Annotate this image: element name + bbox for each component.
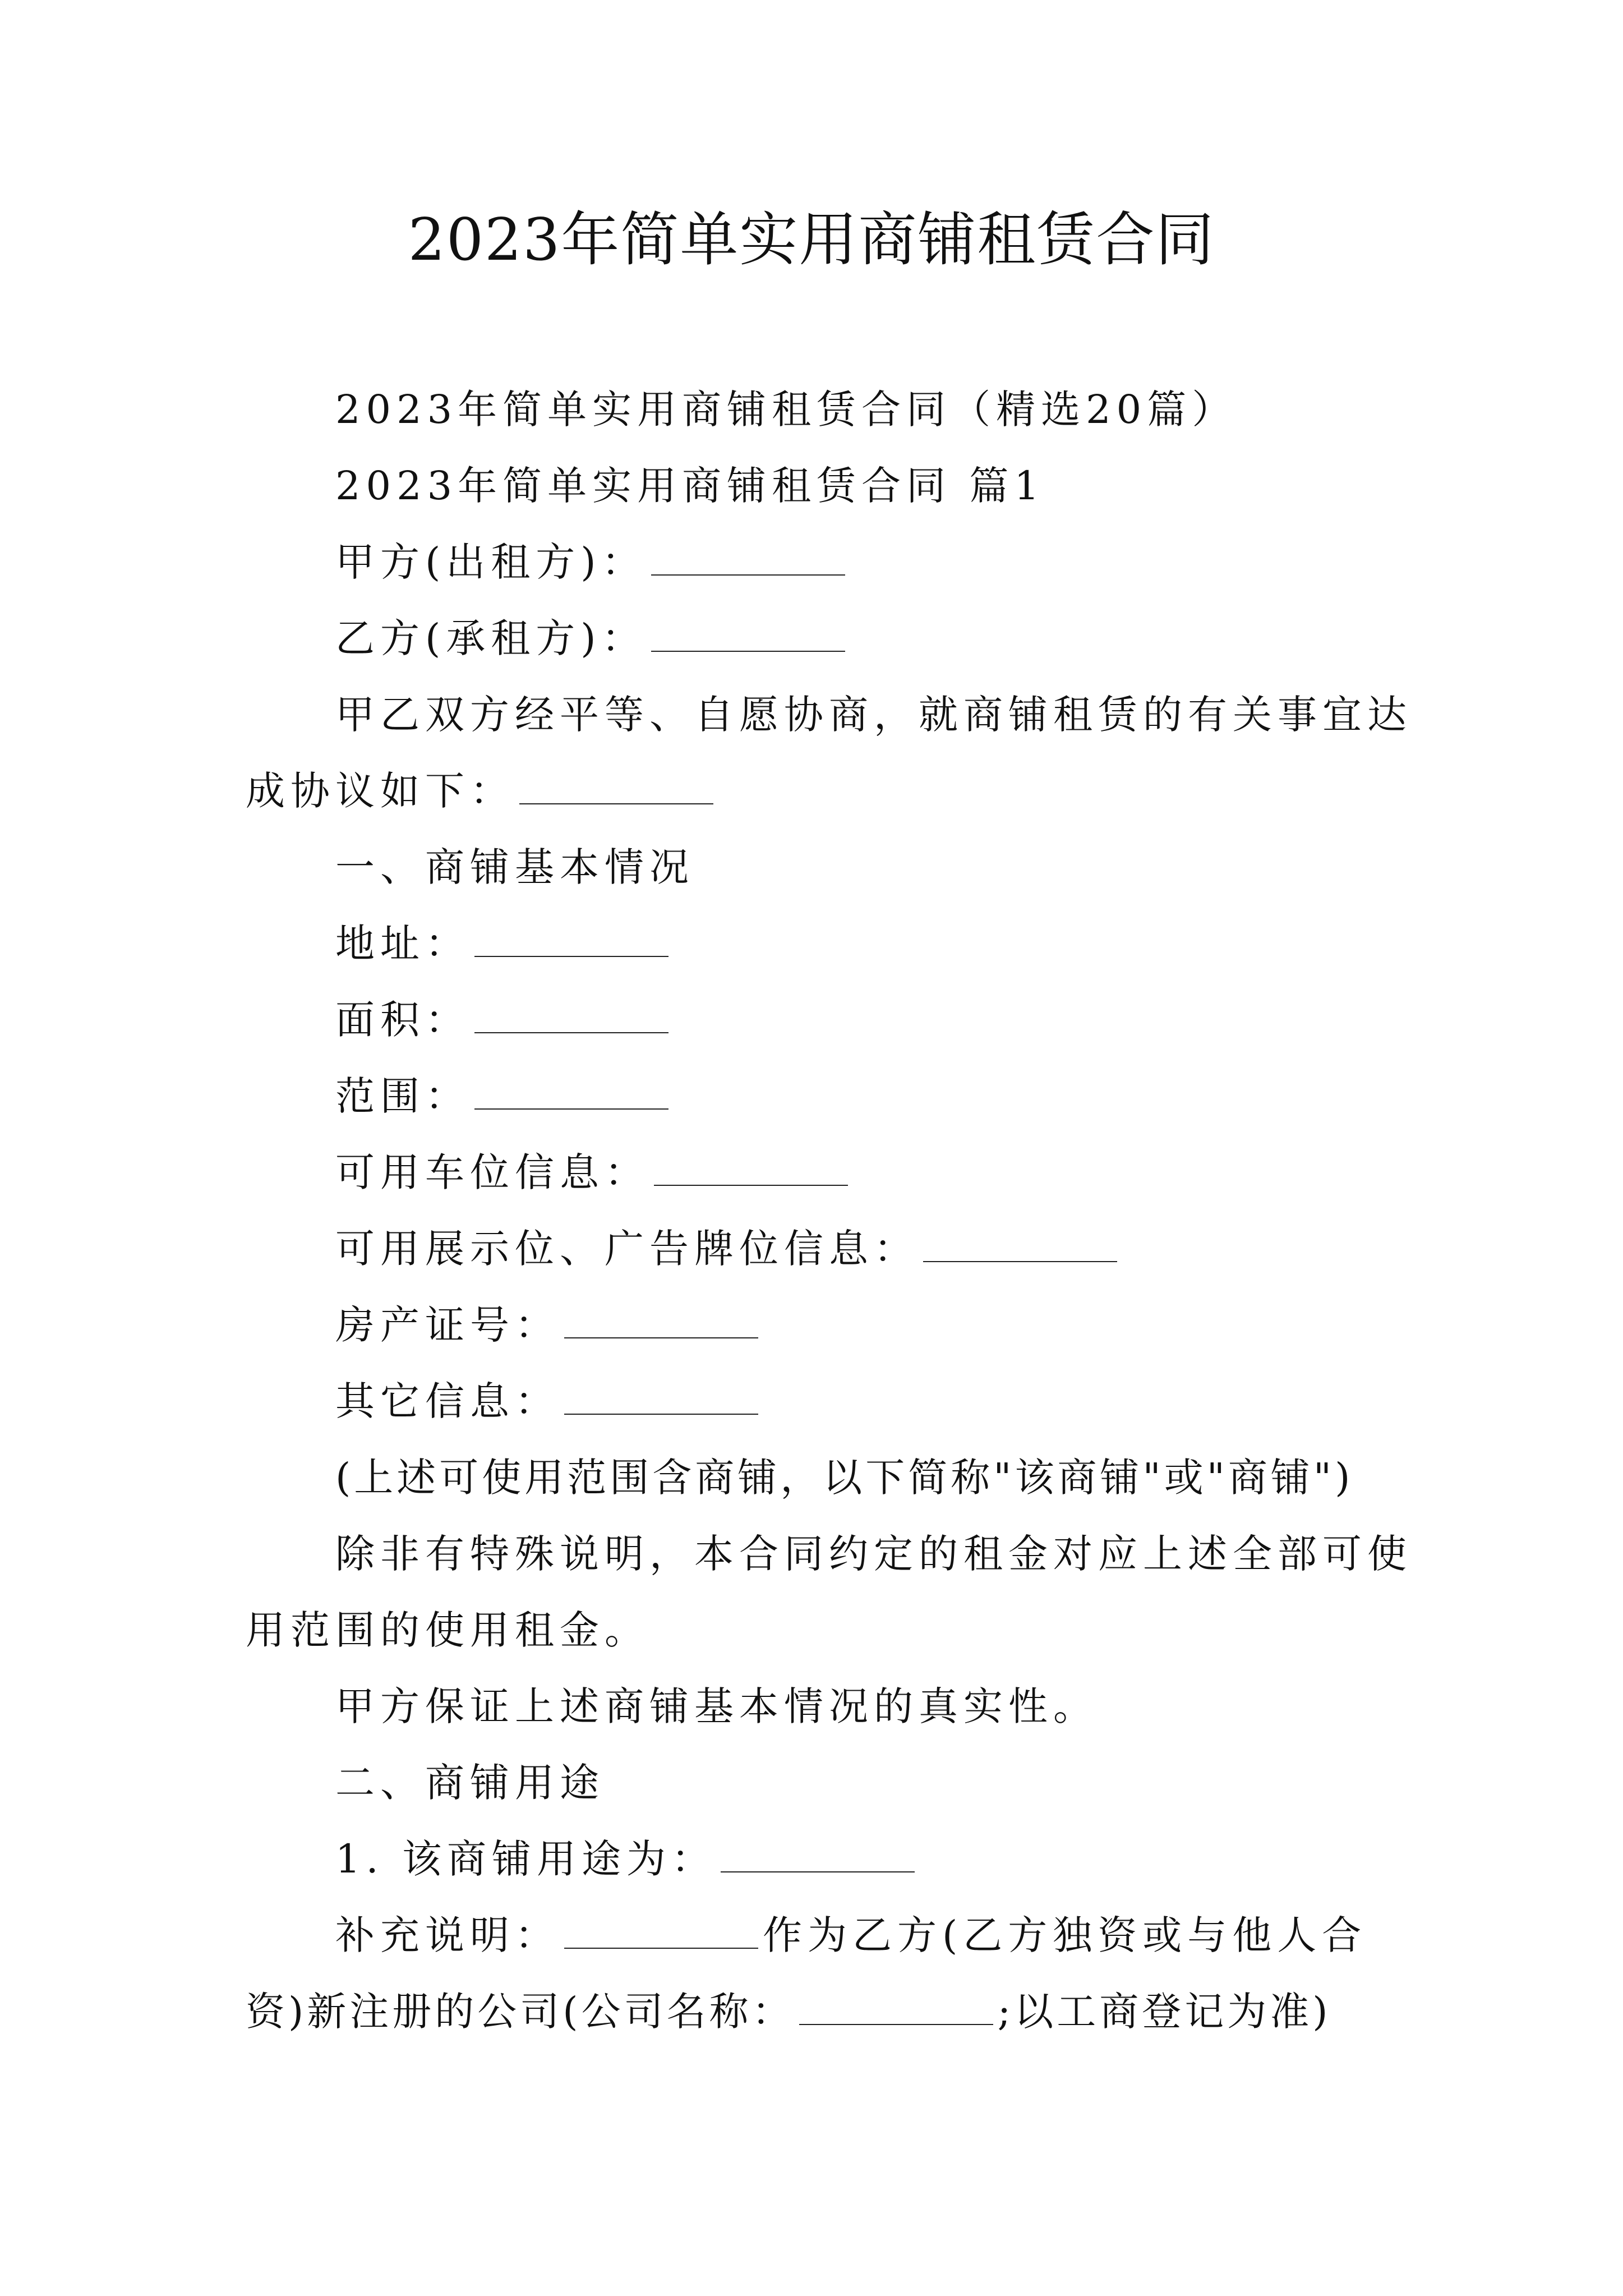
party-b-label: 乙方(承租方)： (335, 615, 647, 661)
area-label: 面积： (335, 997, 470, 1043)
use-line (335, 1831, 919, 1887)
party-b-blank (651, 611, 845, 652)
section-2-heading: 二、商铺用途 (335, 1760, 605, 1806)
intro-line-1: 甲乙双方经平等、自愿协商，就商铺租赁的有关事宜达 (335, 692, 1412, 738)
party-a-label: 甲方(出租方)： (335, 539, 647, 585)
display-line (335, 1221, 1122, 1277)
party-a-blank (651, 535, 845, 576)
parking-line (335, 1144, 852, 1200)
cert-line (335, 1297, 763, 1353)
use-label: 1. 该商铺用途为： (335, 1836, 717, 1882)
guarantee-line: 甲方保证上述商铺基本情况的真实性。 (335, 1683, 1098, 1729)
address-blank (474, 917, 668, 957)
cert-blank (564, 1298, 758, 1338)
rent-line-1: 除非有特殊说明，本合同约定的租金对应上述全部可使 (335, 1531, 1412, 1577)
address-label: 地址： (335, 921, 470, 967)
intro-label: 成协议如下： (246, 768, 515, 814)
rent-line-2: 用范围的使用租金。 (246, 1607, 649, 1653)
use-blank (721, 1832, 915, 1872)
scope-line (335, 1068, 673, 1124)
area-blank (474, 993, 668, 1033)
party-b-line (335, 610, 850, 666)
party-a-line (335, 534, 850, 590)
area-line (335, 992, 673, 1048)
scope-label: 范围： (335, 1073, 470, 1119)
display-label: 可用展示位、广告牌位信息： (335, 1226, 919, 1272)
supp-rest: 作为乙方(乙方独资或与他人合 (763, 1912, 1367, 1958)
supp-label: 补充说明： (335, 1912, 560, 1958)
other-line (335, 1373, 763, 1429)
other-blank (564, 1374, 758, 1415)
company-line (246, 1984, 1331, 2040)
note-line: (上述可使用范围含商铺，以下简称"该商铺"或"商铺") (335, 1455, 1354, 1501)
supp-line (335, 1907, 1367, 1963)
document-title: 2023年简单实用商铺租赁合同 (408, 205, 1215, 274)
company-rest: ;以工商登记为准) (997, 1989, 1331, 2035)
section-heading: 2023年简单实用商铺租赁合同 篇1 (335, 463, 1045, 509)
address-line (335, 915, 673, 972)
intro-line-2 (246, 763, 718, 819)
section-1-heading: 一、商铺基本情况 (335, 844, 694, 890)
supp-blank (564, 1908, 758, 1949)
other-label: 其它信息： (335, 1378, 560, 1424)
company-blank (799, 1985, 993, 2025)
scope-blank (474, 1069, 668, 1110)
subtitle: 2023年简单实用商铺租赁合同（精选20篇） (335, 386, 1237, 432)
company-label: 资)新注册的公司(公司名称： (246, 1989, 795, 2035)
cert-label: 房产证号： (335, 1302, 560, 1348)
intro-blank (519, 764, 713, 804)
parking-label: 可用车位信息： (335, 1149, 649, 1195)
display-blank (923, 1222, 1117, 1262)
parking-blank (654, 1145, 848, 1186)
